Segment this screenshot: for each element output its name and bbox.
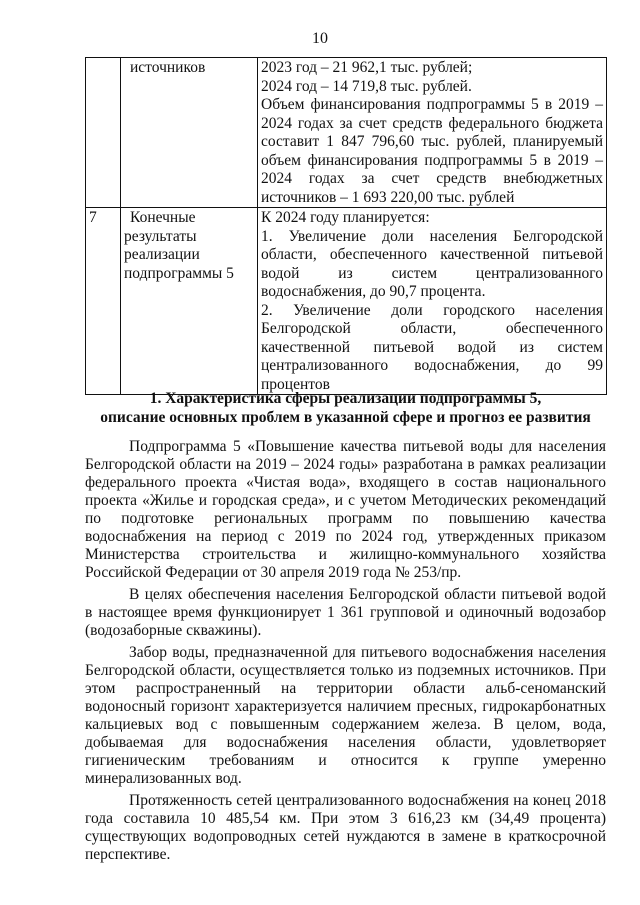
row-content-cell (258, 208, 607, 395)
body-paragraph-3: Забор воды, предназначенной для питьевого водоснабжения населения Белгородской области, осуществляется только из подземных источников. При этом распространенный на территории области альб-сеноманский водоносный горизонт характеризуется наличием пресных, гидрокарбонатных кальциевых вод с повышенным содержанием железа. В целом, вода, добываемая для водоснабжения населения области, удовлетворяет гигиеническим требованиям и относится к группе умеренно минерализованных вод. (85, 644, 606, 787)
table-row (86, 208, 607, 395)
funding-2023-line: 2023 год – 21 962,1 тыс. рублей; (261, 59, 473, 76)
body-paragraph-1: Подпрограмма 5 «Повышение качества питьевой воды для населения Белгородской области на 2019 – 2024 годы» разработана в рамках реализации федерального проекта «Чистая вода», входящего в состав национального проекта «Жилье и городская среда», и с учетом Методических рекомендаций по подготовке региональных программ по повышению качества водоснабжения на период с 2019 по 2024 год, утвержденных приказом Министерства строительства и жилищно-коммунального хозяйства Российской Федерации от 30 апреля 2019 года № 253/пр. (85, 438, 606, 581)
body-paragraph-2: В целях обеспечения населения Белгородской области питьевой водой в настоящее время функционирует 1 361 групповой и одиночный водозабор (водозаборные скважины). (85, 586, 606, 639)
row-label-cell: источников (121, 58, 258, 208)
row-label-cell: Конечные результаты реализации подпрограммы 5 (121, 208, 258, 395)
result-item-1: 1. Увеличение доли населения Белгородской области, обеспеченного качественной питьевой водой из систем централизованного водоснабжения, до 90,7 процента. (261, 227, 603, 300)
row-number-cell (86, 58, 121, 208)
row-content-cell (258, 58, 607, 208)
funding-2024-line: 2024 год – 14 719,8 тыс. рублей. (261, 77, 472, 95)
results-intro: К 2024 году планируется: (261, 209, 430, 226)
section-heading (85, 389, 606, 427)
section-heading-line-1: 1. Характеристика сферы реализации подпрограммы 5, (149, 390, 542, 407)
section-body (85, 438, 606, 868)
page-number: 10 (312, 30, 328, 47)
subprogram-passport-table (85, 57, 607, 395)
section-heading-line-2: описание основных проблем в указанной сфере и прогноз ее развития (100, 409, 591, 426)
row-number-cell: 7 (86, 208, 121, 395)
body-paragraph-4: Протяженность сетей централизованного водоснабжения на конец 2018 года составила 10 485,54 км. При этом 3 616,23 км (34,49 процента) существующих водопроводных сетей нуждаются в замене в краткосрочной перспективе. (85, 792, 606, 863)
funding-summary-paragraph: Объем финансирования подпрограммы 5 в 2019 – 2024 годах за счет средств федерального бюджета составит 1 847 796,60 тыс. рублей, планируемый объем финансирования подпрограммы 5 в 2019 – 2024 годах за счет средств внебюджетных источников – 1 693 220,00 тыс. рублей (261, 96, 603, 206)
table-row (86, 58, 607, 208)
result-item-2: 2. Увеличение доли городского населения Белгородской области, обеспеченного качественной питьевой водой из систем централизованного водоснабжения, до 99 процентов (261, 301, 603, 393)
